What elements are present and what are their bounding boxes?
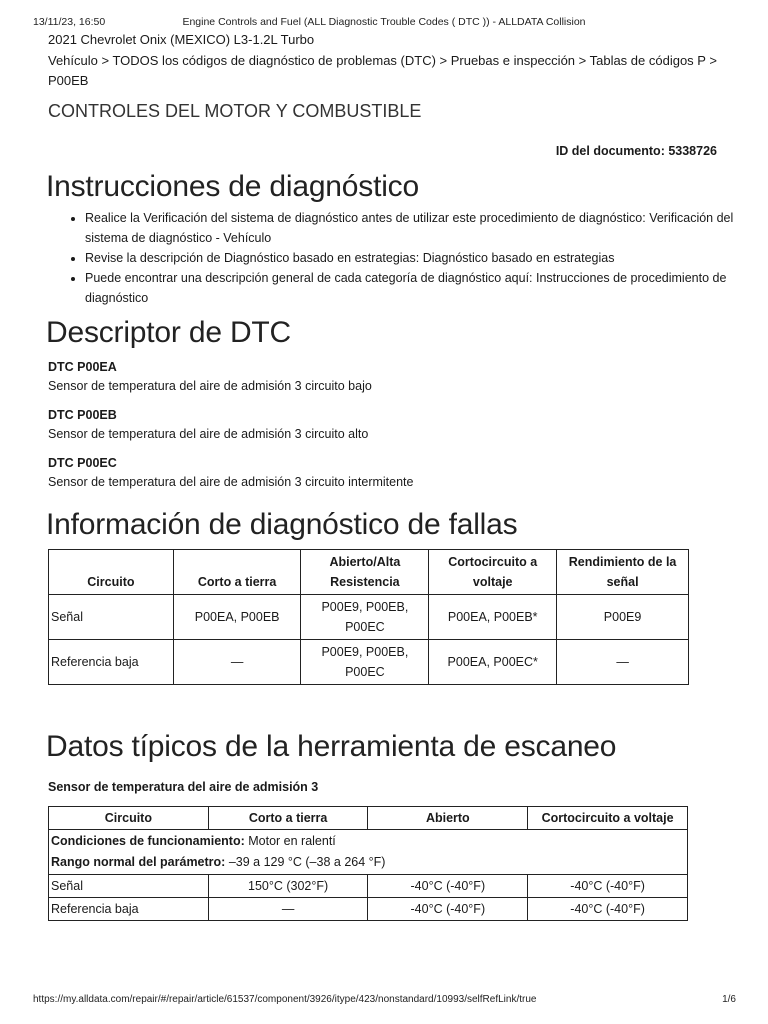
conditions-row xyxy=(49,830,688,875)
print-header xyxy=(0,16,768,30)
instructions-list xyxy=(48,208,765,308)
vehicle-name: 2021 Chevrolet Onix (MEXICO) L3-1.2L Turbo xyxy=(48,32,315,47)
table-cell: — xyxy=(208,898,368,921)
instructions-heading: Instrucciones de diagnóstico xyxy=(46,170,419,203)
descriptor-heading: Descriptor de DTC xyxy=(46,316,291,349)
breadcrumb[interactable]: Vehículo > TODOS los códigos de diagnóstico de problemas (DTC) > Pruebas e inspección > Tablas de códigos P > P00EB xyxy=(48,53,717,88)
column-header: Cortocircuito a voltaje xyxy=(429,550,557,595)
column-header: Corto a tierra xyxy=(208,807,368,830)
table-cell: -40°C (-40°F) xyxy=(528,875,688,898)
table-cell: Señal xyxy=(49,875,209,898)
column-header: Rendimiento de la señal xyxy=(557,550,689,595)
table-cell: Referencia baja xyxy=(49,898,209,921)
dtc-entry xyxy=(48,454,413,492)
table-row xyxy=(49,898,688,921)
column-header: Abierto/Alta Resistencia xyxy=(301,550,429,595)
dtc-description: Sensor de temperatura del aire de admisión 3 circuito intermitente xyxy=(48,475,414,489)
scan-data-table xyxy=(48,806,688,921)
table-cell: P00EA, P00EB* xyxy=(429,595,557,640)
column-header: Cortocircuito a voltaje xyxy=(528,807,688,830)
print-datetime: 13/11/23, 16:50 xyxy=(33,16,106,28)
range-value: –39 a 129 °C (–38 a 264 °F) xyxy=(225,855,386,869)
table-cell: P00E9 xyxy=(557,595,689,640)
dtc-code: DTC P00EA xyxy=(48,360,117,374)
table-cell: -40°C (-40°F) xyxy=(528,898,688,921)
fault-info-table xyxy=(48,549,689,685)
column-header: Circuito xyxy=(49,550,174,595)
list-item[interactable]: • Puede encontrar una descripción general de cada categoría de diagnóstico aquí: Instrucciones de procedimiento de diagnóstico xyxy=(85,268,765,308)
conditions-value: Motor en ralentí xyxy=(244,834,336,848)
table-cell: — xyxy=(173,640,301,685)
table-cell: -40°C (-40°F) xyxy=(368,875,528,898)
table-cell: P00EA, P00EC* xyxy=(429,640,557,685)
dtc-entry xyxy=(48,358,372,396)
table-row xyxy=(49,640,689,685)
table-row xyxy=(49,875,688,898)
table-cell: Señal xyxy=(49,595,174,640)
print-title: Engine Controls and Fuel (ALL Diagnostic Trouble Codes ( DTC )) - ALLDATA Collision xyxy=(182,16,586,28)
footer-url: https://my.alldata.com/repair/#/repair/article/61537/component/3926/itype/423/nonstandard/10993/selfRefLink/true xyxy=(33,994,537,1005)
dtc-description: Sensor de temperatura del aire de admisión 3 circuito bajo xyxy=(48,379,372,393)
table-cell: P00E9, P00EB, P00EC xyxy=(301,595,429,640)
fault-info-heading: Información de diagnóstico de fallas xyxy=(46,508,518,541)
table-cell: 150°C (302°F) xyxy=(208,875,368,898)
dtc-code: DTC P00EC xyxy=(48,456,117,470)
table-cell: P00E9, P00EB, P00EC xyxy=(301,640,429,685)
conditions-cell xyxy=(49,830,688,875)
table-row xyxy=(49,595,689,640)
page-number: 1/6 xyxy=(722,994,736,1005)
column-header: Abierto xyxy=(368,807,528,830)
conditions-label: Condiciones de funcionamiento: xyxy=(51,834,245,848)
table-header-row xyxy=(49,807,688,830)
column-header: Circuito xyxy=(49,807,209,830)
parameter-range xyxy=(51,852,684,873)
scan-data-subheading: Sensor de temperatura del aire de admisión 3 xyxy=(48,780,319,794)
dtc-entry xyxy=(48,406,368,444)
list-item[interactable]: • Realice la Verificación del sistema de diagnóstico antes de utilizar este procedimiento de diagnóstico: Verificación del sistema de diagnóstico - Vehículo xyxy=(85,208,765,248)
document-id: ID del documento: 5338726 xyxy=(555,144,717,158)
operating-conditions xyxy=(51,831,684,852)
scan-data-heading: Datos típicos de la herramienta de escaneo xyxy=(46,730,617,763)
list-item[interactable]: • Revise la descripción de Diagnóstico basado en estrategias: Diagnóstico basado en estrategias xyxy=(85,248,765,268)
table-header-row xyxy=(49,550,689,595)
table-cell: P00EA, P00EB xyxy=(173,595,301,640)
dtc-description: Sensor de temperatura del aire de admisión 3 circuito alto xyxy=(48,427,369,441)
column-header: Corto a tierra xyxy=(173,550,301,595)
table-cell: Referencia baja xyxy=(49,640,174,685)
category-title: CONTROLES DEL MOTOR Y COMBUSTIBLE xyxy=(48,101,422,121)
range-label: Rango normal del parámetro: xyxy=(51,855,226,869)
dtc-code: DTC P00EB xyxy=(48,408,117,422)
table-cell: — xyxy=(557,640,689,685)
table-cell: -40°C (-40°F) xyxy=(368,898,528,921)
